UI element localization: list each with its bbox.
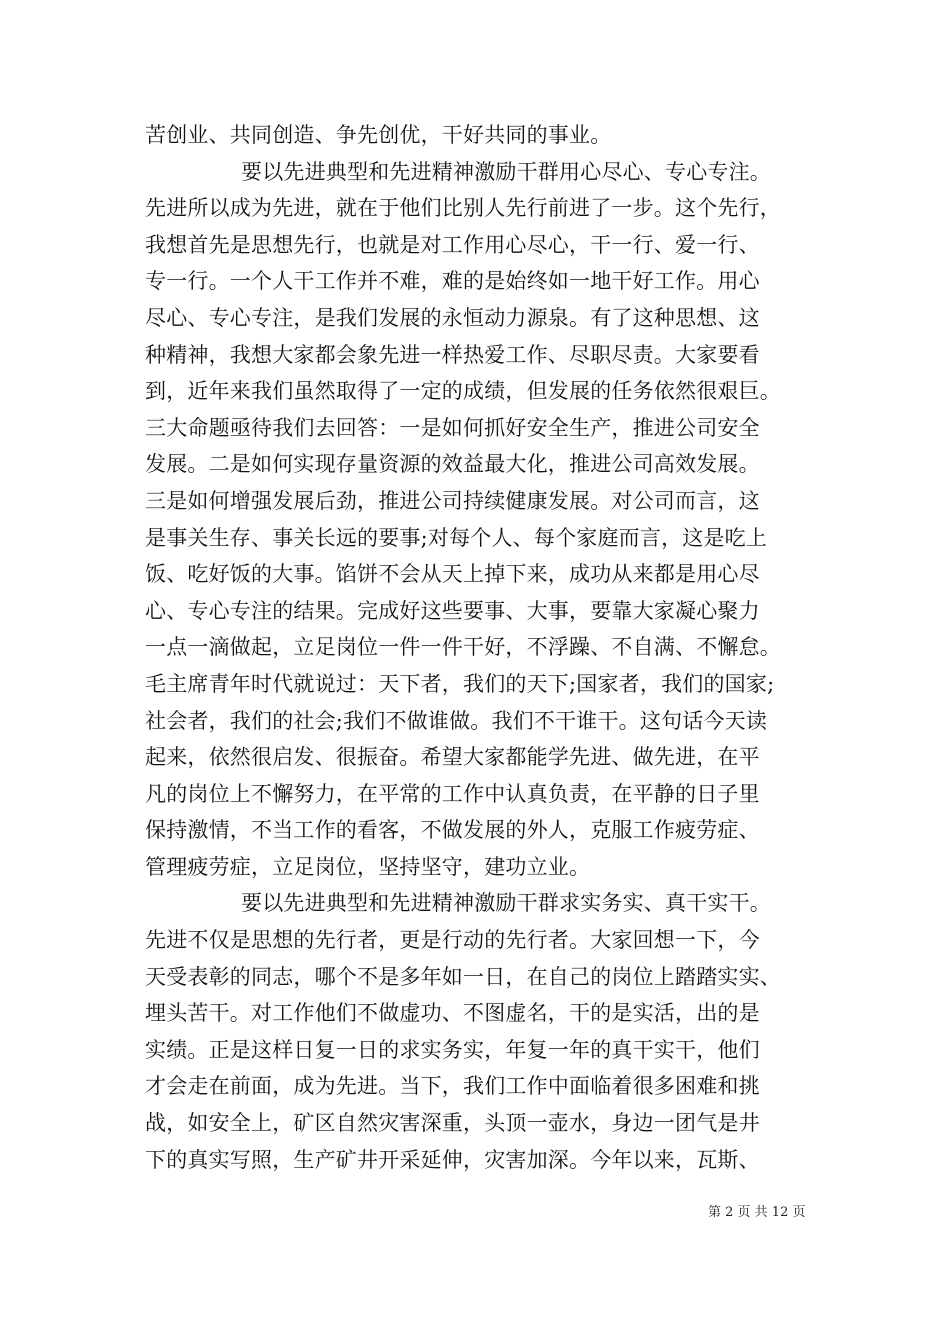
text-line: 种精神，我想大家都会象先进一样热爱工作、尽职尽责。大家要看 [145, 342, 760, 367]
text-line: 三大命题亟待我们去回答：一是如何抓好安全生产，推进公司安全 [145, 415, 760, 440]
text-line: 战，如安全上，矿区自然灾害深重，头顶一壶水，身边一团气是井 [145, 1111, 760, 1136]
page-number-footer: 第 2 页 共 12 页 [708, 1205, 806, 1220]
text-line: 下的真实写照，生产矿井开采延伸，灾害加深。今年以来，瓦斯、 [145, 1147, 760, 1172]
body-text [145, 117, 805, 1178]
text-line: 饭、吃好饭的大事。馅饼不会从天上掉下来，成功从来都是用心尽 [145, 562, 760, 587]
text-line: 三是如何增强发展后劲，推进公司持续健康发展。对公司而言，这 [145, 488, 760, 513]
text-line: 实绩。正是这样日复一日的求实务实，年复一年的真干实干，他们 [145, 1037, 760, 1062]
text-line: 毛主席青年时代就说过：天下者，我们的天下;国家者，我们的国家; [145, 671, 775, 696]
text-line: 苦创业、共同创造、争先创优，干好共同的事业。 [145, 123, 612, 147]
text-line: 先进所以成为先进，就在于他们比别人先行前进了一步。这个先行， [145, 196, 781, 221]
text-line: 心、专心专注的结果。完成好这些要事、大事，要靠大家凝心聚力 [145, 598, 760, 623]
paragraph-start-line: 要以先进典型和先进精神激励干群求实务实、真干实干。 [241, 891, 771, 916]
text-line: 我想首先是思想先行，也就是对工作用心尽心，干一行、爱一行、 [145, 232, 760, 257]
text-line: 埋头苦干。对工作他们不做虚功、不图虚名，干的是实活，出的是 [145, 1001, 760, 1026]
text-line: 天受表彰的同志，哪个不是多年如一日，在自己的岗位上踏踏实实、 [145, 964, 781, 989]
text-line: 社会者，我们的社会;我们不做谁做。我们不干谁干。这句话今天读 [145, 708, 768, 733]
text-line: 先进不仅是思想的先行者，更是行动的先行者。大家回想一下，今 [145, 928, 760, 953]
text-line: 专一行。一个人干工作并不难，难的是始终如一地干好工作。用心 [145, 269, 760, 294]
text-line: 尽心、专心专注，是我们发展的永恒动力源泉。有了这种思想、这 [145, 305, 760, 330]
text-line: 起来，依然很启发、很振奋。希望大家都能学先进、做先进，在平 [145, 745, 760, 770]
text-line: 凡的岗位上不懈努力，在平常的工作中认真负责，在平静的日子里 [145, 781, 760, 806]
text-line: 发展。二是如何实现存量资源的效益最大化，推进公司高效发展。 [145, 452, 760, 477]
text-line: 保持激情，不当工作的看客，不做发展的外人，克服工作疲劳症、 [145, 818, 760, 843]
text-line: 到，近年来我们虽然取得了一定的成绩，但发展的任务依然很艰巨。 [145, 379, 781, 404]
paragraph-start-line: 要以先进典型和先进精神激励干群用心尽心、专心专注。 [241, 159, 771, 184]
text-line: 一点一滴做起，立足岗位一件一件干好，不浮躁、不自满、不懈怠。 [145, 635, 781, 660]
text-line: 是事关生存、事关长远的要事;对每个人、每个家庭而言，这是吃上 [145, 525, 768, 550]
text-line: 才会走在前面，成为先进。当下，我们工作中面临着很多困难和挑 [145, 1074, 760, 1099]
text-line: 管理疲劳症，立足岗位，坚持坚守，建功立业。 [145, 854, 591, 879]
